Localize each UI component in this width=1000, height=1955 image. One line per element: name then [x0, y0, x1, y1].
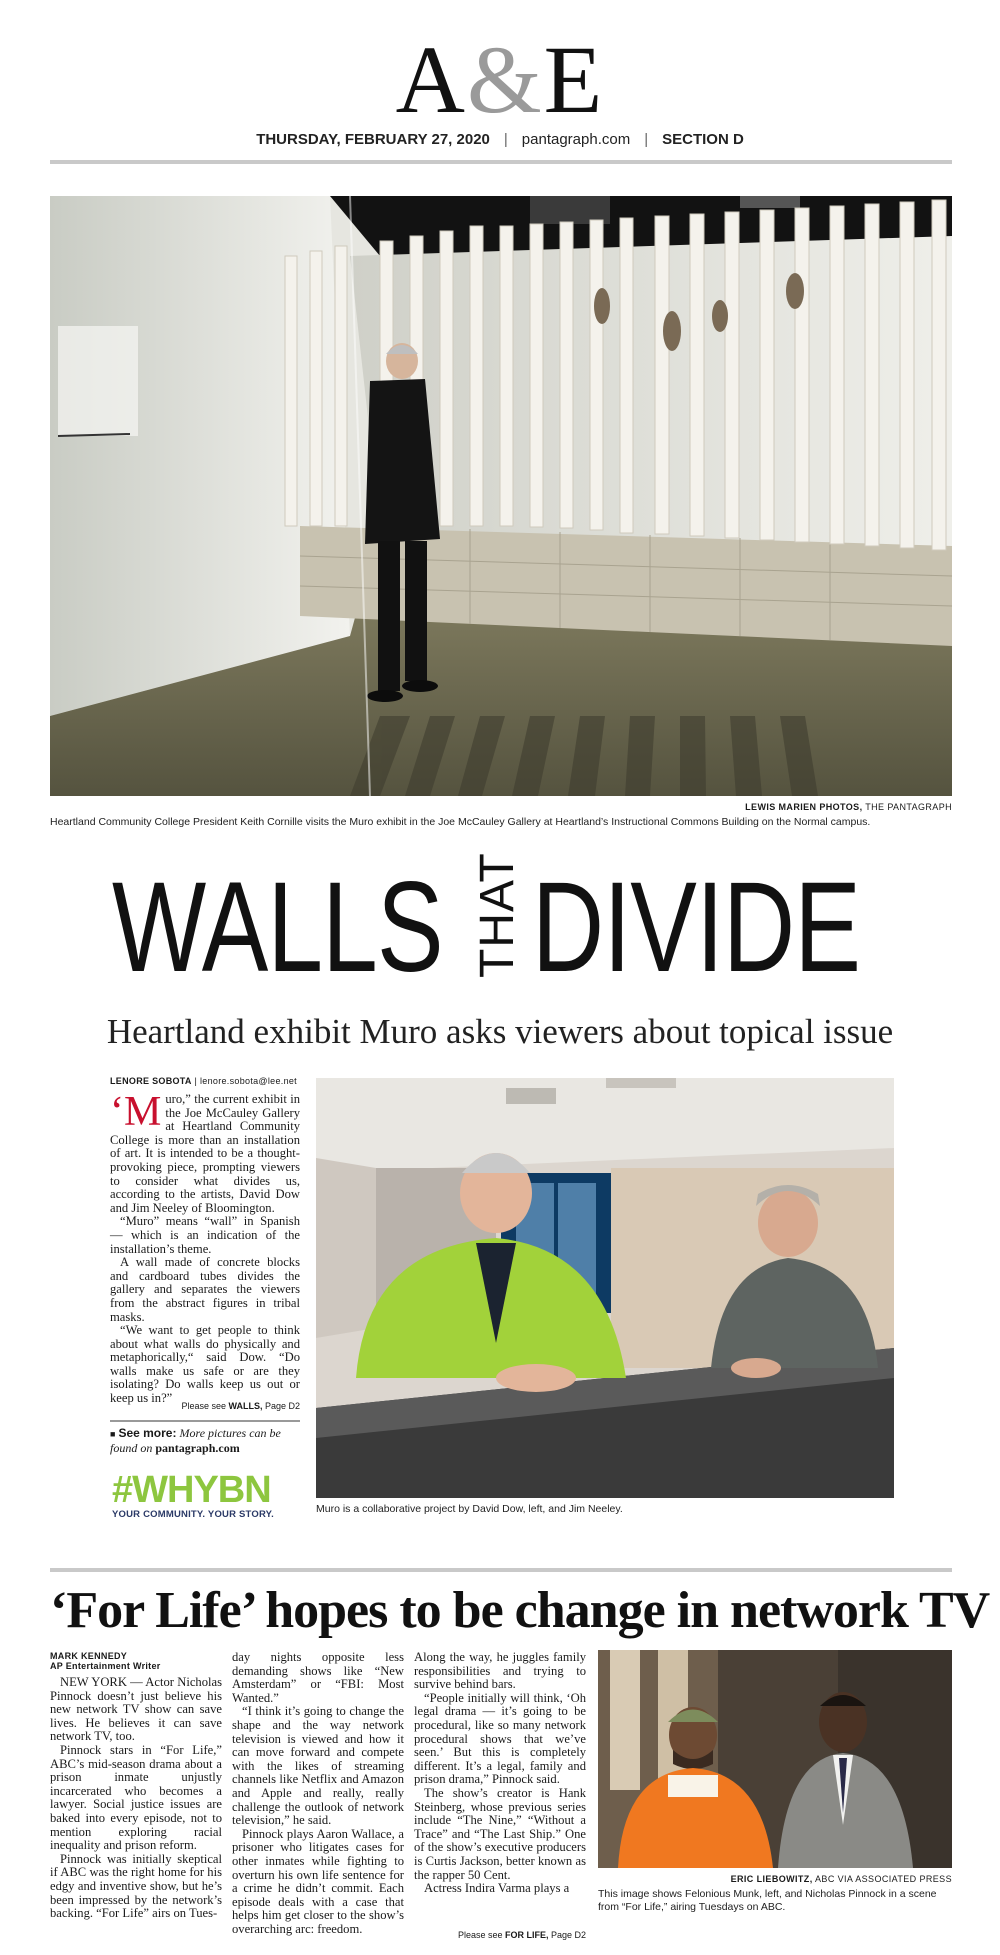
forlife-photo-credit — [598, 1874, 952, 1884]
forlife-photo-illustration — [598, 1650, 952, 1868]
forlife-col3-para-4: Actress Indira Varma plays a — [424, 1881, 570, 1896]
muro-photo-caption: Muro is a collaborative project by David Dow, left, and Jim Neeley. — [316, 1503, 623, 1515]
site-link[interactable]: pantagraph.com — [521, 131, 631, 148]
forlife-col3-para-2: “People initially will think, ‘Oh legal drama — it’s going to be procedural, like so many network procedural shows that we’ve seen.’ But this is completely different. It’s a legal, family and prison drama,” Pinnock said. — [414, 1690, 586, 1787]
forlife-col1-para-2: Pinnock stars in “For Life,” ABC’s mid-season drama about a prison inmate unjustly incarcerated who becomes a lawyer. Social justice issues are baked into every episode, not to mention exploring racial inequality and prison reform. — [50, 1742, 222, 1853]
see-more-label: See more: — [118, 1426, 177, 1440]
forlife-headline: ‘For Life’ hopes to be change in network TV — [50, 1582, 990, 1639]
dateline — [0, 131, 1000, 148]
artists-photo-illustration — [316, 1078, 894, 1498]
masthead — [0, 26, 1000, 133]
see-more-link[interactable]: pantagraph.com — [155, 1441, 240, 1455]
section-label: SECTION D — [662, 131, 744, 148]
forlife-col3-para-3: The show’s creator is Hank Steinberg, whose previous series include “The Nine,” “Without a Trace” and “The Last Ship.” One of the show’s executive producers is Curtis Jackson, better known as the rapper 50 Cent. — [414, 1785, 586, 1882]
main-headline — [0, 852, 1000, 999]
whybn-tagline: YOUR COMMUNITY. YOUR STORY. — [112, 1509, 274, 1520]
forlife-col3-para-1: Along the way, he juggles family responsibilities and trying to survive behind bars. — [414, 1650, 586, 1692]
top-photo-caption: Heartland Community College President Keith Cornille visits the Muro exhibit in the Joe McCauley Gallery at Heartland’s Instructional Commons Building on the Normal campus. — [50, 816, 871, 828]
see-more-box — [110, 1426, 300, 1455]
drop-cap: ‘M — [110, 1089, 162, 1135]
dateline-separator: | — [644, 131, 649, 148]
see-more-text: More pictures can be found on — [110, 1426, 281, 1455]
jump-keyword: FOR LIFE, — [504, 1930, 549, 1940]
forlife-col2-para-2: “I think it’s going to change the shape and the way network television is viewed and how it can move forward and compete with the likes of streaming channels like Netflix and Amazon and Apple and really, really challenge the outlook of network television,” he said. — [232, 1704, 404, 1828]
byline-email[interactable]: | lenore.sobota@lee.net — [191, 1076, 297, 1086]
muro-byline — [110, 1076, 310, 1086]
credit-photographer: ERIC LIEBOWITZ, — [730, 1874, 813, 1884]
muro-artists-photo — [316, 1078, 894, 1498]
credit-photographer: LEWIS MARIEN PHOTOS, — [745, 802, 863, 812]
masthead-ampersand: & — [467, 26, 544, 133]
forlife-column-1 — [50, 1676, 222, 1921]
whybn-logo-text: #WHYBN — [112, 1469, 271, 1511]
jump-prefix: Please see — [457, 1930, 505, 1940]
credit-outlet: ABC VIA ASSOCIATED PRESS — [812, 1874, 952, 1884]
forlife-col2-para-1: day nights opposite less demanding shows like “New Amsterdam” or “FBI: Most Wanted.” — [232, 1650, 404, 1705]
muro-paragraph-1: uro,” the current exhibit in the Joe McCauley Gallery at Heartland Community College is more than an installation of art. It is intended to be a thought-provoking piece, prompting viewers to consider what divides us, according to the artists, David Dow and Jim Neeley of Bloomington. — [110, 1092, 300, 1215]
see-more-rule — [110, 1420, 300, 1422]
dateline-separator: | — [503, 131, 508, 148]
gallery-photo-illustration — [50, 196, 952, 796]
muro-jump-line[interactable] — [110, 1401, 300, 1411]
forlife-column-3 — [414, 1651, 586, 1896]
forlife-col1-para-1: NEW YORK — Actor Nicholas Pinnock doesn’t just believe his new network TV show can save lives. He believes it can save network TV, too. — [50, 1675, 222, 1744]
square-bullet-icon: ■ — [110, 1429, 116, 1439]
jump-keyword: WALLS, — [228, 1401, 263, 1411]
forlife-photo-caption: This image shows Felonious Munk, left, and Nicholas Pinnock in a scene from “For Life,” airing Tuesdays on ABC. — [598, 1888, 937, 1913]
forlife-photo — [598, 1650, 952, 1868]
masthead-e: E — [543, 26, 605, 133]
credit-outlet: THE PANTAGRAPH — [862, 802, 952, 812]
forlife-byline — [50, 1651, 220, 1671]
masthead-a: A — [395, 26, 467, 133]
forlife-jump-line[interactable] — [414, 1930, 586, 1940]
headline-walls: WALLS — [112, 856, 443, 999]
subheadline: Heartland exhibit Muro asks viewers about topical issue — [106, 1012, 894, 1051]
headline-divide: DIVIDE — [532, 856, 861, 999]
byline-role: AP Entertainment Writer — [50, 1661, 161, 1671]
top-photo-credit — [50, 802, 952, 812]
forlife-col2-para-3: Pinnock plays Aaron Wallace, a prisoner who litigates cases for other inmates while fighting to overturn his own life sentence for a crime he didn’t commit. Each episode deals with a case that helps him get closer to the show’s overarching arc: freedom. — [232, 1826, 404, 1936]
masthead-rule — [50, 160, 952, 164]
jump-page: Page D2 — [262, 1401, 300, 1411]
byline-name: LENORE SOBOTA — [110, 1076, 192, 1086]
forlife-column-2 — [232, 1651, 404, 1936]
byline-name: MARK KENNEDY — [50, 1651, 128, 1661]
top-photo — [50, 196, 952, 796]
jump-page: Page D2 — [548, 1930, 586, 1940]
issue-date: THURSDAY, FEBRUARY 27, 2020 — [256, 131, 490, 148]
muro-paragraph-2: “Muro” means “wall” in Spanish — which is an indication of the installation’s theme. — [110, 1214, 300, 1256]
headline-that: THAT — [471, 852, 524, 978]
jump-prefix: Please see — [181, 1401, 229, 1411]
muro-story-body — [110, 1089, 300, 1406]
whybn-logo[interactable] — [112, 1471, 302, 1520]
muro-paragraph-4: “We want to get people to think about what walls do physically and metaphorically,“ said Dow. “Do walls make us safe or are they isolating? Do walls keep us out or keep us in?” — [110, 1323, 300, 1406]
forlife-col1-para-3: Pinnock was initially skeptical if ABC was the right home for his edgy and inventive show, but he’s been impressed by the network’s backing. “For Life” airs on Tues- — [50, 1851, 222, 1921]
section-rule — [50, 1568, 952, 1572]
muro-paragraph-3: A wall made of concrete blocks and cardboard tubes divides the gallery and separates the viewers from the abstract figures in tribal masks. — [110, 1255, 300, 1324]
